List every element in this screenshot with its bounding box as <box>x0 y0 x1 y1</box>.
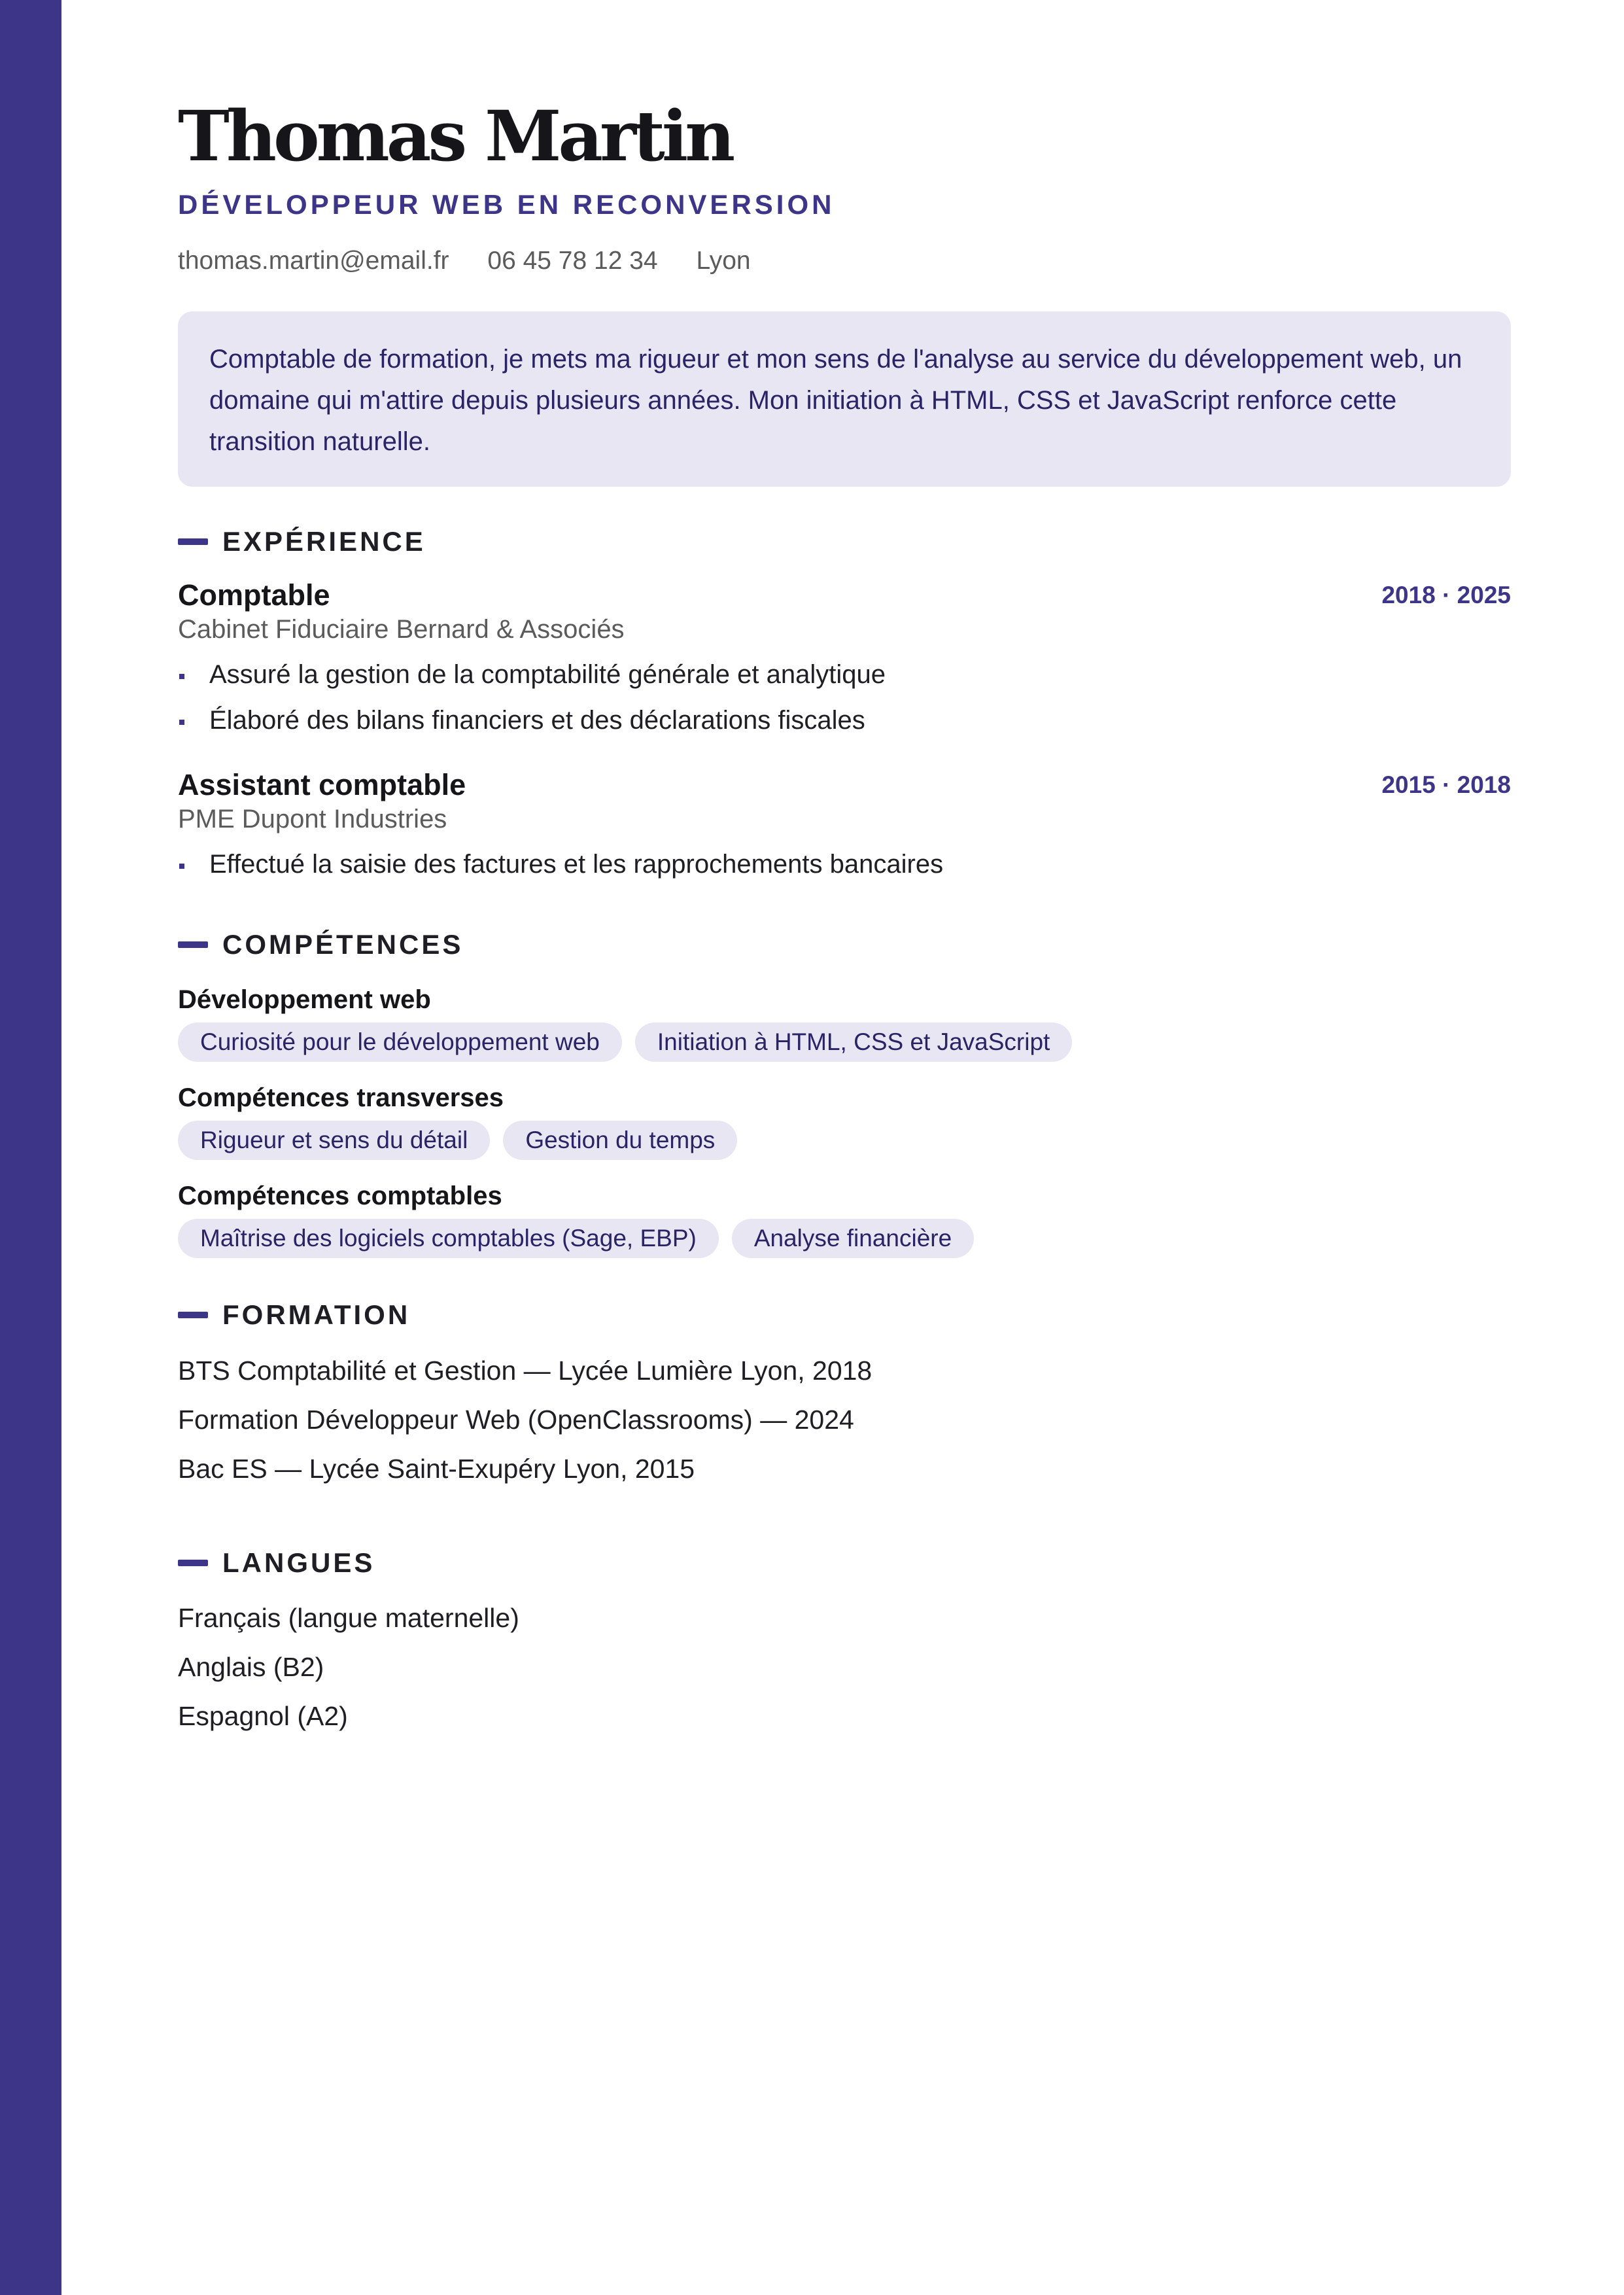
education-item: Bac ES — Lycée Saint-Exupéry Lyon, 2015 <box>178 1454 695 1484</box>
job-bullet: Effectué la saisie des factures et les rapprochements bancaires <box>178 848 943 881</box>
contact-phone[interactable]: 06 45 78 12 34 <box>487 247 658 275</box>
education-list <box>178 1346 872 1494</box>
language-item: Espagnol (A2) <box>178 1701 348 1731</box>
skill-group <box>178 1081 737 1160</box>
section-title: FORMATION <box>222 1299 411 1330</box>
job-title: Comptable <box>178 578 330 612</box>
education-item: BTS Comptabilité et Gestion — Lycée Lumière Lyon, 2018 <box>178 1356 872 1386</box>
job-target-title: DÉVELOPPEUR WEB EN RECONVERSION <box>178 189 835 220</box>
skill-group-label: Développement web <box>178 985 431 1014</box>
skill-group <box>178 1180 974 1258</box>
section-title: LANGUES <box>222 1547 375 1578</box>
section-experience-heading <box>178 523 426 560</box>
languages-list <box>178 1594 519 1741</box>
job-bullets <box>178 658 886 737</box>
skill-chip: Analyse financière <box>732 1219 974 1258</box>
skill-group-label: Compétences comptables <box>178 1182 502 1210</box>
job-bullet: Assuré la gestion de la comptabilité générale et analytique <box>178 658 886 691</box>
section-education-heading <box>178 1297 410 1333</box>
side-accent-bar <box>0 0 61 2295</box>
skill-chip: Curiosité pour le développement web <box>178 1023 622 1062</box>
skill-group <box>178 983 1072 1062</box>
section-title: EXPÉRIENCE <box>222 526 426 557</box>
job-title: Assistant comptable <box>178 768 466 801</box>
job-dates: 2018 · 2025 <box>1381 582 1511 608</box>
summary-box: Comptable de formation, je mets ma rigueur et mon sens de l'analyse au service du développement web, un domaine qui m'attire depuis plusieurs années. Mon initiation à HTML, CSS et JavaScript renforce cette transition naturelle. <box>178 311 1511 487</box>
section-dash <box>178 1560 208 1566</box>
skill-chips <box>178 1121 737 1160</box>
contact-city: Lyon <box>696 247 751 275</box>
job-bullet: Élaboré des bilans financiers et des déclarations fiscales <box>178 704 886 737</box>
skill-chip: Rigueur et sens du détail <box>178 1121 490 1160</box>
section-title: COMPÉTENCES <box>222 929 464 960</box>
skill-chip: Maîtrise des logiciels comptables (Sage, EBP) <box>178 1219 719 1258</box>
contact-line <box>178 245 782 277</box>
section-skills-heading <box>178 926 463 963</box>
skill-group-label: Compétences transverses <box>178 1083 504 1112</box>
skill-chip: Initiation à HTML, CSS et JavaScript <box>635 1023 1072 1062</box>
section-dash <box>178 1312 208 1318</box>
section-dash <box>178 538 208 545</box>
skill-chip: Gestion du temps <box>503 1121 737 1160</box>
job-company: PME Dupont Industries <box>178 805 447 833</box>
job-company: Cabinet Fiduciaire Bernard & Associés <box>178 615 625 644</box>
skill-chips <box>178 1219 974 1258</box>
education-item: Formation Développeur Web (OpenClassrooms) — 2024 <box>178 1405 854 1435</box>
language-item: Anglais (B2) <box>178 1652 324 1682</box>
candidate-name: Thomas Martin <box>178 95 733 177</box>
job-dates: 2015 · 2018 <box>1381 771 1511 798</box>
skill-chips <box>178 1023 1072 1062</box>
language-item: Français (langue maternelle) <box>178 1603 519 1633</box>
section-dash <box>178 941 208 948</box>
section-languages-heading <box>178 1545 375 1581</box>
contact-email[interactable]: thomas.martin@email.fr <box>178 247 449 275</box>
job-bullets <box>178 848 943 881</box>
